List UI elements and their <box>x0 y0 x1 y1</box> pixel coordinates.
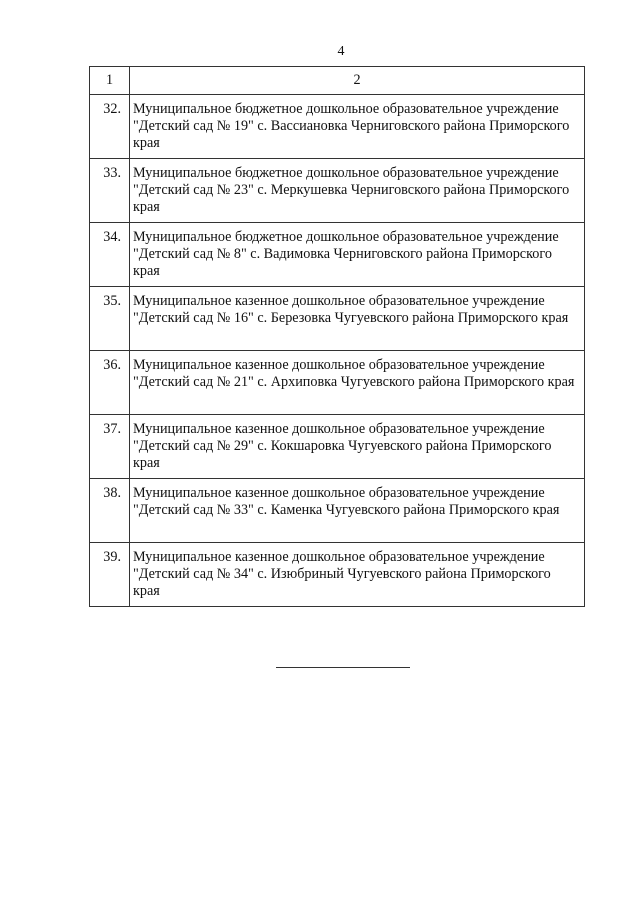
table-row <box>90 479 585 543</box>
row-number: 39. <box>103 549 121 565</box>
kindergarten-table <box>89 66 585 607</box>
institution-name: Муниципальное бюджетное дошкольное образовательное учреждение "Детский сад № 23" с. Меркушевка Черниговского района Приморского края <box>130 159 585 223</box>
institution-name: Муниципальное казенное дошкольное образовательное учреждение "Детский сад № 16" с. Березовка Чугуевского района Приморского края <box>130 287 585 351</box>
row-number-cell <box>90 543 130 607</box>
page-number: 4 <box>337 44 345 59</box>
institution-name: Муниципальное бюджетное дошкольное образовательное учреждение "Детский сад № 8" с. Вадимовка Черниговского района Приморского края <box>130 223 585 287</box>
table-row <box>90 351 585 415</box>
table-row <box>90 543 585 607</box>
institution-name: Муниципальное казенное дошкольное образовательное учреждение "Детский сад № 21" с. Архиповка Чугуевского района Приморского края <box>130 351 585 415</box>
table-row <box>90 287 585 351</box>
institution-name: Муниципальное казенное дошкольное образовательное учреждение "Детский сад № 33" с. Каменка Чугуевского района Приморского края <box>130 479 585 543</box>
institution-name: Муниципальное казенное дошкольное образовательное учреждение "Детский сад № 34" с. Изюбриный Чугуевского района Приморского края <box>130 543 585 607</box>
table-row <box>90 95 585 159</box>
institution-name: Муниципальное казенное дошкольное образовательное учреждение "Детский сад № 29" с. Кокшаровка Чугуевского района Приморского края <box>130 415 585 479</box>
row-number-cell <box>90 159 130 223</box>
table-header-row <box>90 67 585 95</box>
table-row <box>90 159 585 223</box>
row-number: 34. <box>103 229 121 245</box>
row-number: 32. <box>103 101 121 117</box>
table-row <box>90 415 585 479</box>
row-number: 36. <box>103 357 121 373</box>
row-number: 37. <box>103 421 121 437</box>
table-header-col-1: 1 <box>90 67 130 95</box>
row-number: 35. <box>103 293 121 309</box>
row-number: 38. <box>103 485 121 501</box>
row-number-cell <box>90 415 130 479</box>
row-number-cell <box>90 95 130 159</box>
table-header-col-2: 2 <box>130 67 585 95</box>
row-number-cell <box>90 351 130 415</box>
row-number-cell <box>90 479 130 543</box>
end-rule <box>276 667 410 668</box>
row-number-cell <box>90 287 130 351</box>
row-number: 33. <box>103 165 121 181</box>
institution-name: Муниципальное бюджетное дошкольное образовательное учреждение "Детский сад № 19" с. Вассиановка Черниговского района Приморского края <box>130 95 585 159</box>
table-row <box>90 223 585 287</box>
row-number-cell <box>90 223 130 287</box>
